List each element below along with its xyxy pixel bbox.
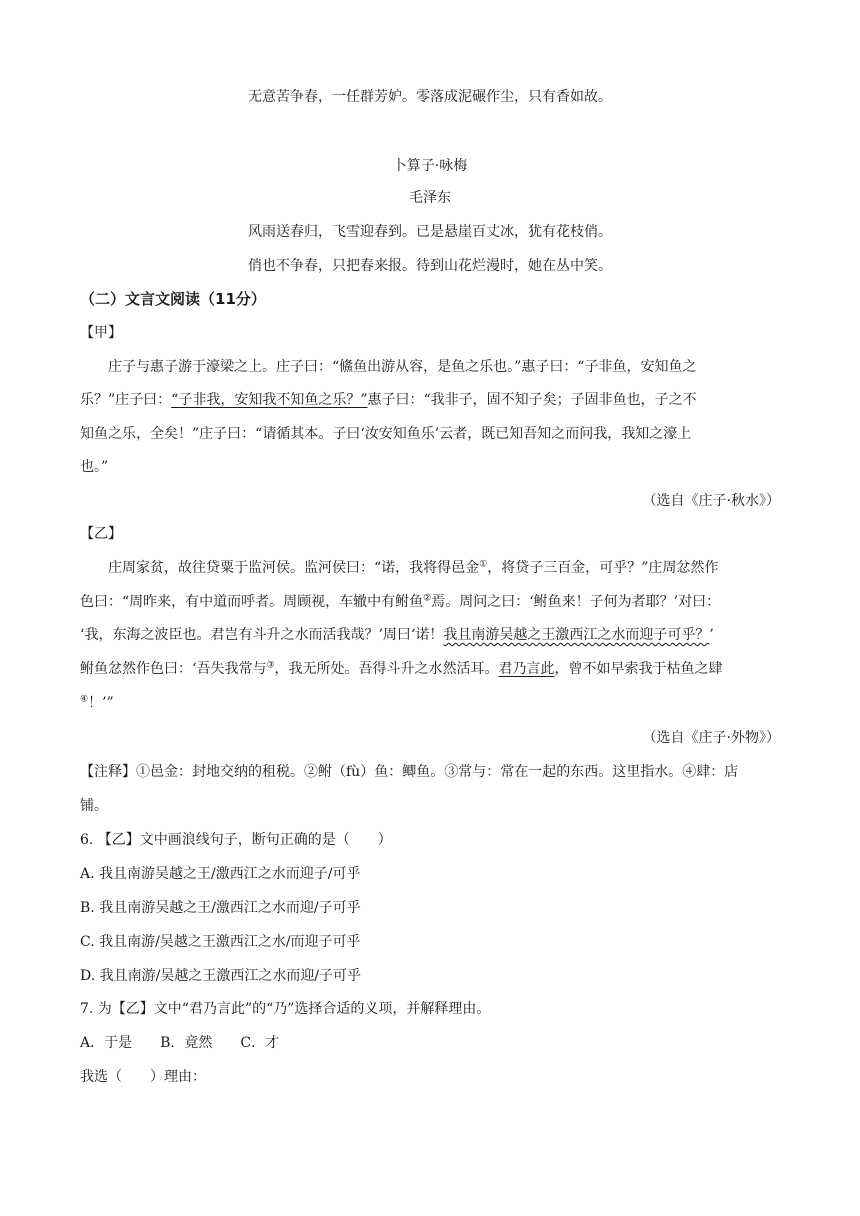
yi-underlined-phrase: 君乃言此 [498, 661, 555, 677]
question-6-option-c: C. 我且南游/吴越之王激西江之水/而迎子可乎 [80, 934, 361, 950]
question-7-answer-prompt: 我选（ ）理由： [80, 1069, 206, 1085]
poem2-line1: 风雨送春归，飞雪迎春到。已是悬崖百丈冰，犹有花枝俏。 [248, 224, 612, 240]
jia-line-3: 知鱼之乐，全矣！”庄子曰：“请循其本。子曰‘汝安知鱼乐’云者，既已知吾知之而问我，我知之濠上 [80, 426, 692, 442]
yi-wavy-sentence: 我且南游吴越之王激西江之水而迎子可乎？ [443, 627, 710, 643]
yi-line-3c: ’ [709, 627, 714, 643]
yi-line-4a: 鲋鱼忿然作色曰：‘吾失我常与 [80, 661, 267, 677]
yi-line-2 [80, 592, 720, 612]
notes-line-2: 铺。 [80, 798, 108, 814]
yi-line-1b: ，将贷子三百金，可乎？”庄周忿然作 [487, 560, 719, 576]
jia-underlined-sentence: “子非我，安知我不知鱼之乐？” [171, 392, 368, 408]
question-6-option-a: A. 我且南游吴越之王/激西江之水而迎子/可乎 [80, 866, 361, 882]
yi-line-4 [80, 659, 723, 679]
jia-line-1: 庄子与惠子游于濠梁之上。庄子曰：“鯈鱼出游从容，是鱼之乐也。”惠子曰：“子非鱼，安知鱼之 [108, 359, 697, 375]
jia-line-2a: 乐？”庄子曰： [80, 392, 172, 408]
question-7-option-b: B．竟然 [160, 1035, 213, 1051]
jia-source: （选自《庄子·秋水》） [642, 493, 780, 509]
yi-line-4b: ，我无所处。吾得斗升之水然活耳。 [274, 661, 499, 677]
section-title: （二）文言文阅读（11分） [80, 290, 266, 308]
poem1-last-line: 无意苦争春，一任群芳妒。零落成泥碾作尘，只有香如故。 [248, 89, 612, 105]
yi-line-1 [108, 558, 718, 578]
question-7-options [80, 1033, 279, 1053]
note-marker-3: ③ [266, 660, 275, 671]
question-7-option-c: C．才 [240, 1035, 280, 1051]
jia-line-4: 也。” [80, 459, 109, 475]
yi-line-2b: 焉。周问之曰：‘鲋鱼来！子何为者耶？’对曰： [431, 594, 721, 610]
question-7-stem: 7. 为【乙】文中“君乃言此”的“乃”选择合适的义项，并解释理由。 [80, 1001, 491, 1017]
note-marker-4: ④ [80, 694, 89, 705]
question-6-option-b: B. 我且南游吴越之王/激西江之水而迎/子可乎 [80, 900, 361, 916]
yi-line-3 [80, 625, 714, 645]
yi-line-2a: 色曰：“周昨来，有中道而呼者。周顾视，车辙中有鲋鱼 [80, 594, 424, 610]
note-marker-2: ② [423, 593, 432, 604]
jia-line-2 [80, 390, 697, 410]
yi-line-3a: ‘我，东海之波臣也。君岂有斗升之水而活我哉？’周曰‘诺！ [80, 627, 444, 643]
yi-line-5 [80, 693, 114, 713]
jia-label: 【甲】 [80, 325, 122, 341]
poem2-author: 毛泽东 [409, 190, 451, 206]
yi-line-4d: ，曾不如早索我于枯鱼之肆 [554, 661, 723, 677]
poem2-title: 卜算子·咏梅 [392, 158, 468, 174]
note-marker-1: ① [479, 559, 488, 570]
question-7-option-a: A．于是 [80, 1035, 133, 1051]
question-6-option-d: D. 我且南游/吴越之王激西江之水而迎/子可乎 [80, 968, 362, 984]
yi-label: 【乙】 [80, 526, 122, 542]
yi-line-1a: 庄周家贫，故往贷粟于监河侯。监河侯曰：“诺，我将得邑金 [108, 560, 480, 576]
question-6-stem: 6. 【乙】文中画浪线句子，断句正确的是（ ） [80, 832, 392, 848]
yi-line-5-text: ！’” [88, 695, 114, 711]
jia-line-2c: 惠子曰：“我非子，固不知子矣；子固非鱼也，子之不 [367, 392, 697, 408]
poem2-line2: 俏也不争春，只把春来报。待到山花烂漫时，她在丛中笑。 [248, 258, 612, 274]
notes-line-1: 【注释】①邑金：封地交纳的租税。②鲋（fù）鱼：鲫鱼。③常与：常在一起的东西。这里指水。④肆：店 [80, 764, 739, 780]
yi-source: （选自《庄子·外物》） [642, 730, 780, 746]
